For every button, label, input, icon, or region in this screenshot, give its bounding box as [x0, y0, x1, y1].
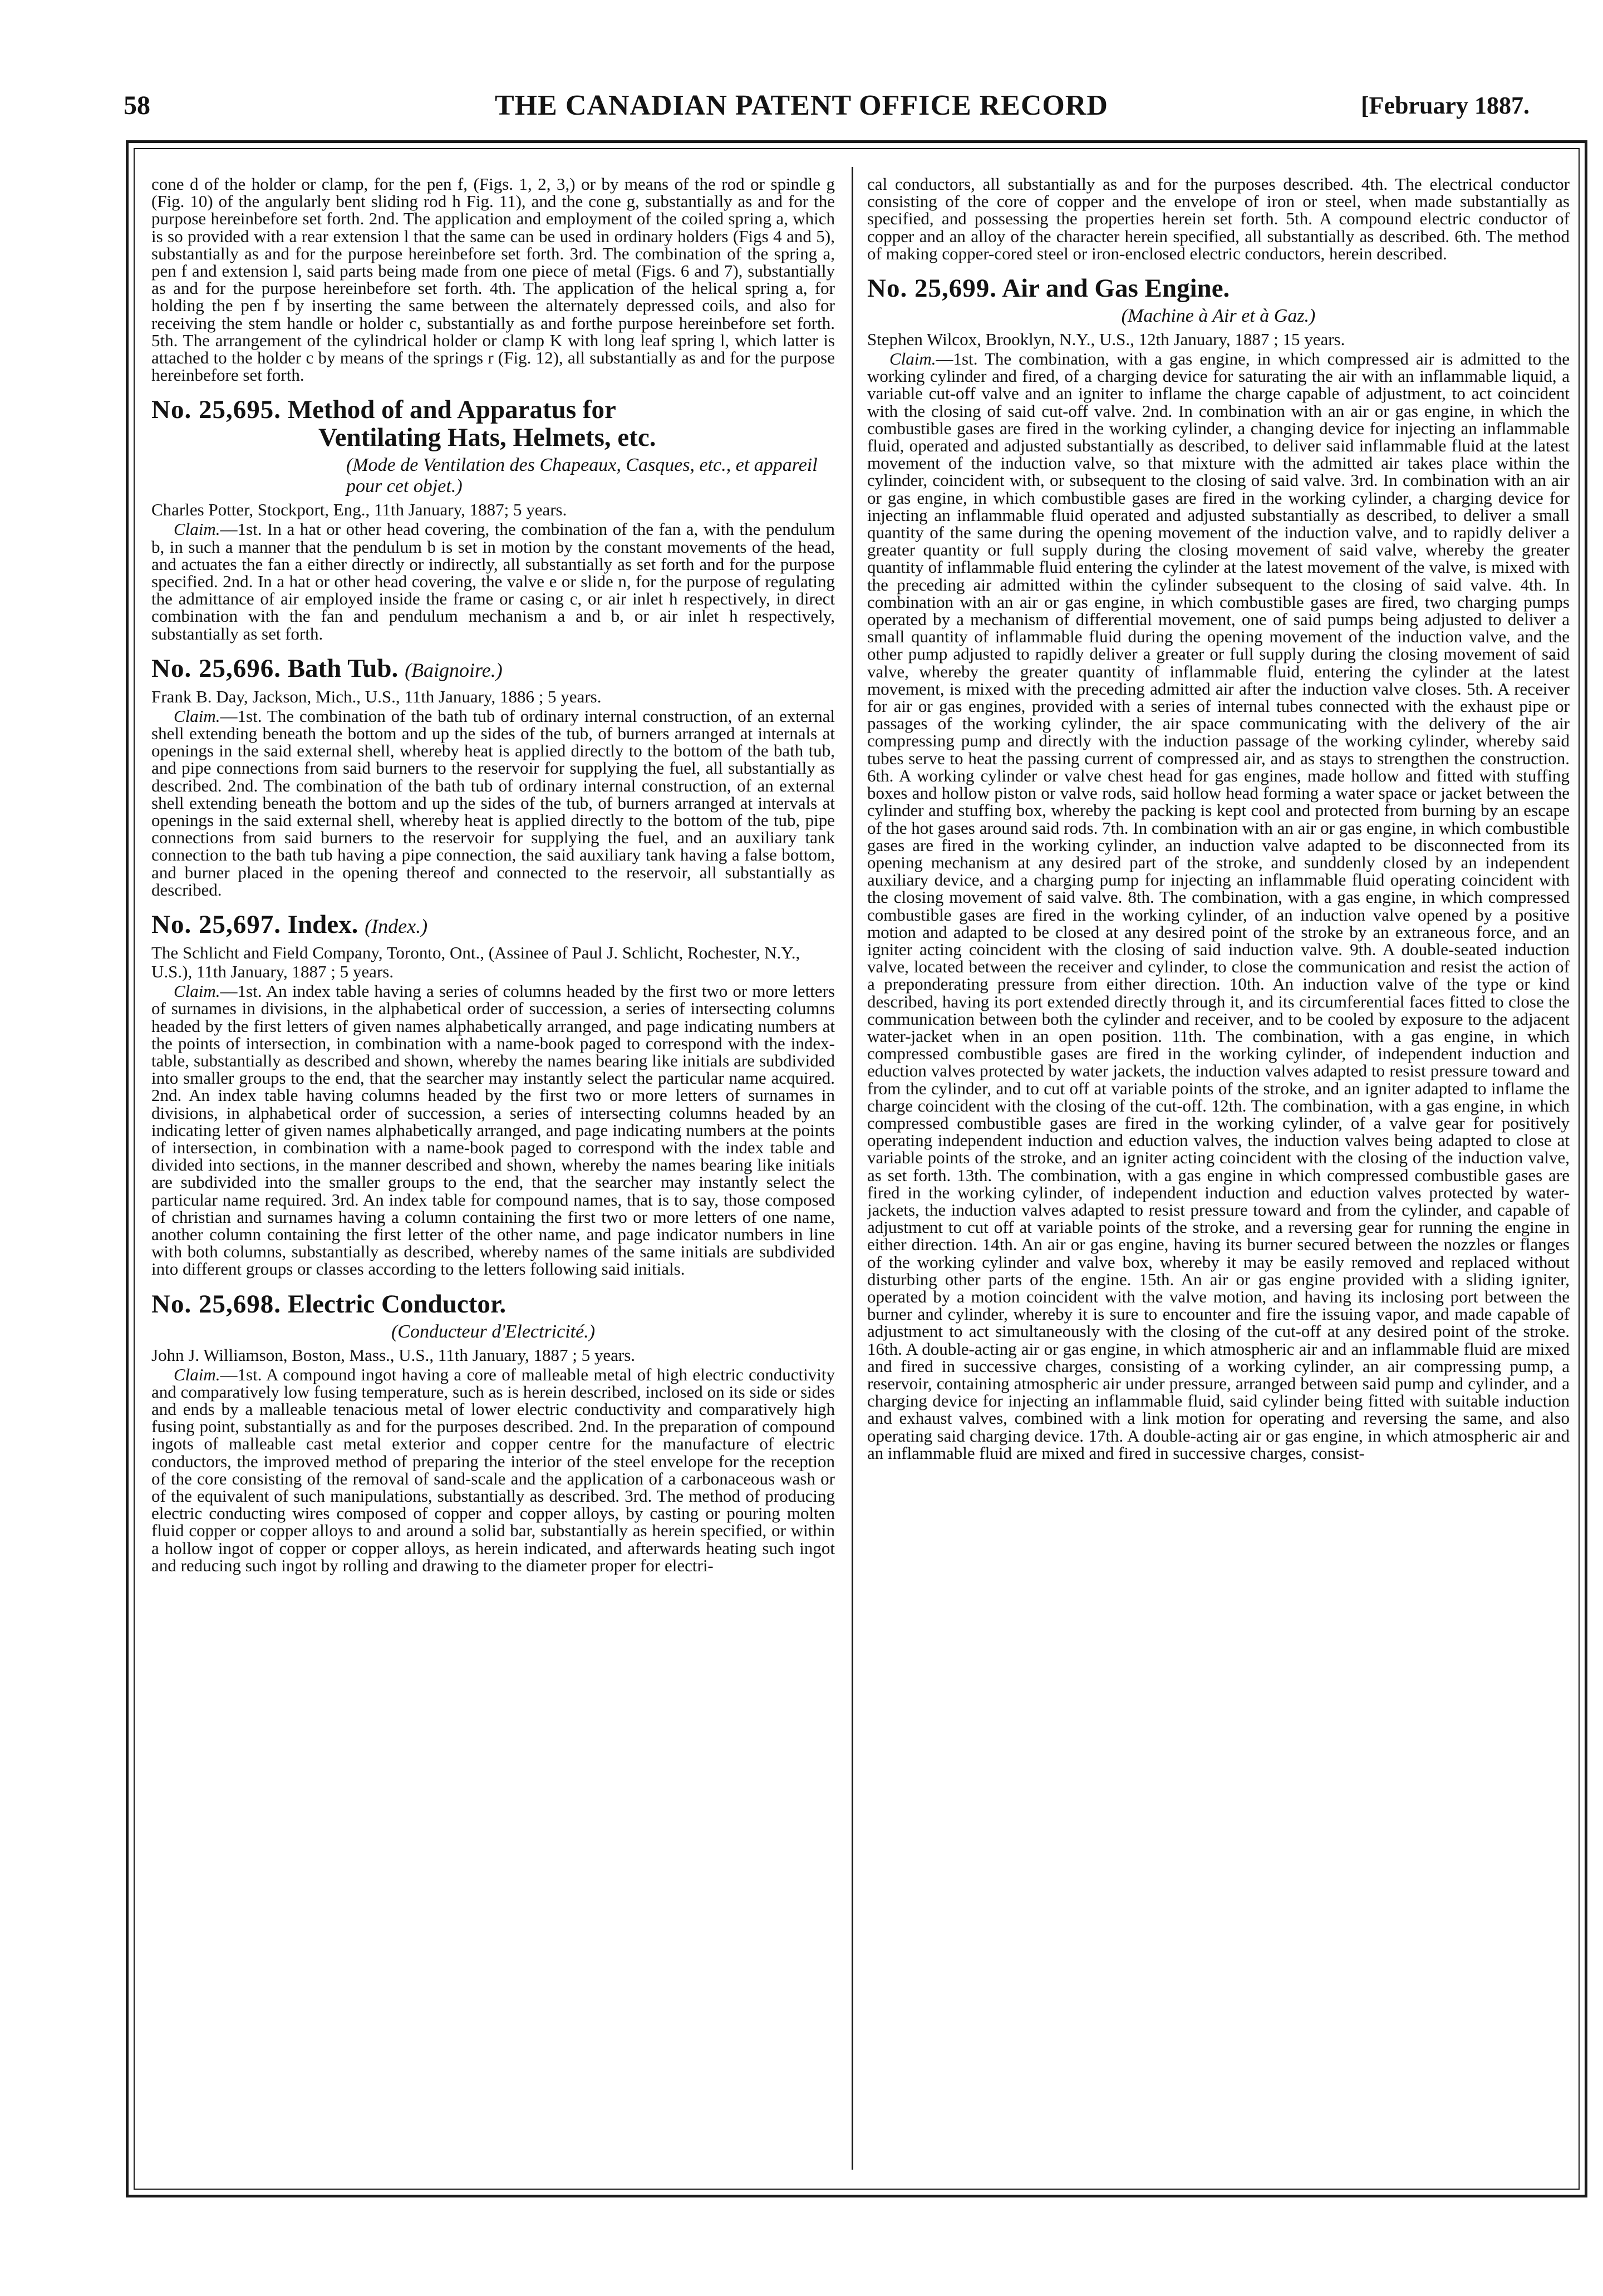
column-divider [852, 167, 853, 2170]
patent-number: No. 25,696. [151, 653, 281, 683]
claim-body: —1st. The combination, with a gas engine, in which compressed air is admitted to the working cylinder and fired, of a charging device for saturating the air with an inflammable liquid, a variable cut-off valve and an igniter to inflame the charge capable of adjustment, to act coincident with the closing of said cut-off valve. 2nd. In combination with an air or gas engine, in which the combustible gases are fired in the working cylinder, a changing device for injecting an inflammable fluid, operated and adjusted substantially as described, to deliver said inflammable fluid at the latest movement of the induction valve, so that mixture with the admitted air takes place within the cylinder, coincident with, or subsequent to the closing of said valve. 3rd. In combination with an air or gas engine, in which combustible gases are fired in the working cylinder, a charging device for injecting an inflammable fluid operated and adjusted substantially as described, to deliver a small quantity of the same during the opening movement of the induction valve, and to rapidly deliver a greater quantity or full supply during the closing movement of said valve, whereby the greater quantity of inflammable fluid entering the cylinder at the latest movement of the valve, is mixed with the preceding air admitted within the cylinder subsequent to the closing of said valve. 4th. In combination with an air or gas engine, in which combustible gases are fired, two charging pumps operated by a mechanism of differential movement, one of said pumps being adjusted to deliver a small quantity of inflammable fluid during the opening movement of the induction valve, and the other pump adjusted to rapidly deliver a greater or full supply during the closing movement of said valve, whereby the greater quantity of inflammable fluid, entering the cylinder at the latest movement, is mixed with the preceding admitted air after the induction valve closes. 5th. A receiver for air or gas engines, provided with a series of internal tubes connected with the exhaust pipe or passages of the working cylinder, the air space communicating with the delivery of the air compressing pump and directly with the induction passage of the working cylinder, whereby said tubes serve to heat the passing current of compressed air, and as stays to strengthen the construction. 6th. A working cylinder or valve chest head for gas engines, made hollow and fitted with stuffing boxes and hollow piston or valve rods, said hollow head forming a water space or jacket between the cylinder and stuffing box, whereby the packing is kept cool and protected from burning by an escape of the hot gases around said rods. 7th. In combination with an air or gas engine, in which combustible gases are fired in the working cylinder, an induction valve adapted to be disconnected from its opening mechanism at any desired part of the stroke, and sunddenly closed by an independent auxiliary device, and a charging pump for injecting an inflammable fluid operating coincident with the closing movement of said valve. 8th. The combination, with a gas engine, in which compressed combustible gases are fired in the working cylinder, of an induction valve opened by a positive motion and adapted to be closed at any desired point of the stroke by an extraneous force, and an igniter acting coincident with the closing of said induction valve. 9th. A double-seated induction valve, located between the receiver and cylinder, to close the communication and resist the action of a preponderating pressure from either direction. 10th. An induction valve of the type or kind described, having its port extended directly through it, and its circumferential faces fitted to close the communication between both the cylinder and receiver, and to be cooled by exposure to the adjacent water-jacket when in an open position. 11th. The combination, with a gas engine, in which compressed combustible gases are fired in the working cylinder, of independent induction and eduction valves protected by water jackets, the induction valves adapted to resist pressure toward and from the cylinder, and to cut off at variable points of the stroke, and an igniter adapted to inflame the charge coincident with the closing of the cut-off. 12th. The combination, with a gas engine, in which compressed combustible gases are fired in the working cylinder, of a valve gear for positively operating independent induction and eduction valves, the induction valves being adapted to close at variable points of the stroke, and an igniter acting coincident with the closing of the induction valve, as set forth. 13th. The combination, with a gas engine in which compressed combustible gases are fired in the working cylinder, of independent induction and eduction valves protected by water-jackets, the induction valves adapted to resist pressure toward and from the cylinder, and capable of adjustment to cut off at variable points of the stroke, and a reversing gear for running the engine in either direction. 14th. An air or gas engine, having its burner secured between the nozzles or flanges of the working cylinder and valve box, whereby it may be easily removed and replaced without disturbing other parts of the engine. 15th. An air or gas engine provided with a sliding igniter, operated by a motion coincident with the valve motion, and having its inclosing port between the burner and cylinder, whereby it is sure to encounter and fire the issuing vapor, and made capable of adjustment to act simultaneously with the closing of the cut-off at any desired point of the stroke. 16th. A double-acting air or gas engine, in which atmospheric air and an inflammable fluid are mixed and fired in successive charges, consisting of a working cylinder, an air compressing pump, a reservoir, containing atmospheric air under pressure, arranged between said pump and cylinder, and a charging device for injecting an inflammable fluid, said cylinder being fitted with suitable induction and exhaust valves, combined with a link motion for operating and reversing the same, and also operating said charging device. 17th. A double-acting air or gas engine, in which atmospheric air and an inflammable fluid are mixed and fired in successive charges, consist- [867, 349, 1570, 1463]
patent-entry-25697 [151, 911, 835, 1277]
patent-entry-25698 [151, 1290, 835, 1574]
patent-title: Bath Tub. [287, 653, 399, 683]
page-number: 58 [124, 91, 150, 120]
patent-entry-25699 [867, 274, 1570, 1462]
inventor-line: The Schlicht and Field Company, Toronto, Ont., (Assinee of Paul J. Schlicht, Rochester, N.Y., U.S.), 11th January, 1887 ; 5 years. [151, 943, 800, 982]
patent-number: No. 25,698. [151, 1289, 281, 1319]
french-title: (Conducteur d'Electricité.) [391, 1321, 596, 1342]
continuation-text: cal conductors, all substantially as and for the purposes described. 4th. The electrical conductor consisting of the core of copper and the envelope of iron or steel, when made substantially as specified, and possessing the properties herein set forth. 5th. A compound electric conductor of copper and an alloy of the character herein specified, all substantially as described. 6th. The method of making copper-cored steel or iron-enclosed electric conductors, herein described. [867, 175, 1570, 263]
inventor-line: Charles Potter, Stockport, Eng., 11th January, 1887; 5 years. [151, 500, 567, 520]
patent-heading [151, 1290, 835, 1318]
patent-title: Index. [287, 910, 358, 940]
french-title: (Machine à Air et à Gaz.) [1121, 306, 1316, 327]
claim-label: Claim. [889, 349, 936, 369]
patent-title: Air and Gas Engine. [1002, 274, 1230, 303]
claim-label: Claim. [174, 519, 220, 539]
claim-label: Claim. [174, 1364, 220, 1384]
french-title: (Baignoire.) [405, 658, 503, 681]
journal-title: THE CANADIAN PATENT OFFICE RECORD [495, 90, 1108, 121]
patent-entry-25696 [151, 655, 835, 898]
patent-entry-25695 [151, 396, 835, 642]
patent-heading [867, 274, 1570, 302]
patent-title: Method of and Apparatus for [287, 395, 616, 425]
claim-body: —1st. The combination of the bath tub of ordinary internal construction, of an external shell extending beneath the bottom and up the sides of the tub, of burners arranged at internals at openings in the said external shell, whereby heat is applied directly to the bottom of the bath tub, and pipe connections from said burners to the reservoir for supplying the fuel, all substantially as described. 2nd. The combination of the bath tub of ordinary internal construction, of an external shell extending beneath the bottom and up the sides of the tub, of burners arranged at intervals at openings in the said external shell, whereby heat is applied directly to the bottom of the tub, pipe connections from said burners to the reservoir for supplying the fuel, and an auxiliary tank connection to the bath tub having a pipe connection, the said auxiliary tank having a false bottom, and burner placed in the opening thereof and connected to the reservoir, all substantially as described. [151, 706, 835, 899]
inventor-line: Frank B. Day, Jackson, Mich., U.S., 11th January, 1886 ; 5 years. [151, 686, 602, 706]
claim-label: Claim. [174, 706, 220, 726]
left-column [151, 175, 835, 2179]
claim-body: —1st. An index table having a series of columns headed by the first two or more letters of surnames in divisions, in the alphabetical order of succession, a series of intersecting columns headed by the first letters of given names alphabetically arranged, and page indicating numbers at the points of intersection, in combination with a name-book paged to correspond with the index-table, substantially as described and shown, whereby the names bearing like initials are subdivided into smaller groups to the end, that the searcher may instantly select the particular name acquired. 2nd. An index table having columns headed by the first two or more letters of surnames in divisions, in alphabetical order of succession, a series of intersecting columns headed by an indicating letter of given names alphabetically arranged, and page indicating numbers at the points of intersection, in combination with a name-book paged to correspond with the index table and divided into sections, in the manner described and shown, whereby the names bearing like initials are subdivided into the smaller groups to the end, that the searcher may instantly select the particular name required. 3rd. An index table for compound names, that is to say, those composed of christian and surnames having a column containing the first two or more letters of one name, another column containing the first letter of the other name, and page indicator numbers in line with both columns, substantially as described, whereby names of the same initials are subdivided into different groups or classes according to the letters following said initials. [151, 981, 835, 1279]
patent-title: Electric Conductor. [287, 1289, 507, 1319]
inventor-line: Stephen Wilcox, Brooklyn, N.Y., U.S., 12th January, 1887 ; 15 years. [867, 330, 1345, 350]
patent-heading [151, 655, 835, 684]
patent-heading [151, 911, 835, 940]
claim-text [151, 982, 835, 1277]
claim-body: —1st. A compound ingot having a core of malleable metal of high electric conductivity and comparatively low fusing temperature, such as is herein described, inclosed on its side or sides and ends by a malleable tenacious metal of lower electric conductivity and comparatively high fusing point, substantially as and for the purposes described. 2nd. In the preparation of compound ingots of malleable cast metal exterior and copper centre for the manufacture of electric conductors, the improved method of preparing the interior of the steel envelope for the reception of the core consisting of the removal of sand-scale and the application of a carbonaceous wash or of the equivalent of such manipulations, substantially as described. 3rd. The method of producing electric conducting wires composed of copper and copper alloys, by casting or pouring molten fluid copper or copper alloys to and around a solid bar, substantially as herein specified, or within a hollow ingot of copper or copper alloys, as herein indicated, and afterwards heating such ingot and reducing such ingot by rolling and drawing to the diameter proper for electri- [151, 1364, 835, 1575]
claim-text [867, 350, 1570, 1462]
claim-label: Claim. [174, 981, 220, 1001]
inventor-line: John J. Williamson, Boston, Mass., U.S., 11th January, 1887 ; 5 years. [151, 1345, 636, 1365]
patent-number: No. 25,699. [867, 274, 997, 303]
french-title: (Index.) [365, 915, 428, 938]
patent-number: No. 25,697. [151, 910, 281, 940]
patent-title-continued: Ventilating Hats, Helmets, etc. [318, 423, 656, 453]
claim-body: —1st. In a hat or other head covering, the combination of the fan a, with the pendulum b, in such a manner that the pendulum b is set in motion by the constant movements of the head, and actuates the fan a either directly or indirectly, all substantially as set forth and for the purpose specified. 2nd. In a hat or other head covering, the valve e or slide n, for the purpose of regulating the admittance of air employed inside the frame or casing c, or air inlet h respectively, in direct combination with the fan and pendulum mechanism a and b, or air inlet h respectively, substantially as set forth. [151, 519, 835, 643]
continuation-text: cone d of the holder or clamp, for the pen f, (Figs. 1, 2, 3,) or by means of the rod or spindle g (Fig. 10) of the angularly bent sliding rod h Fig. 11), and the cone g, substantially as and for the purpose hereinbefore set forth. 2nd. The application and employment of the coiled spring a, which is so provided with a rear extension l that the same can be used in ordinary holders (Figs 4 and 5), substantially as and for the purpose hereinbefore set forth. 3rd. The combination of the spring a, pen f and extension l, said parts being made from one piece of metal (Figs. 6 and 7), substantially as and for the purpose hereinbefore set forth. 4th. The application of the helical spring a, for holding the pen f by inserting the same between the alternately depressed coils, and also for receiving the stem handle or holder c, substantially as and forthe purpose hereinbefore set forth. 5th. The arrangement of the cylindrical holder or clamp K with long leaf spring l, which latter is attached to the holder c by means of the springs r (Fig. 12), all substantially as and for the purpose hereinbefore set forth. [151, 175, 835, 385]
issue-date: [February 1887. [1360, 92, 1530, 119]
page-header [0, 83, 1603, 128]
right-column [867, 175, 1570, 2179]
french-title: (Mode de Ventilation des Chapeaux, Casques, etc., et appareil pour cet objet.) [346, 455, 818, 497]
claim-text [151, 1366, 835, 1574]
claim-text [151, 707, 835, 898]
patent-heading [151, 396, 835, 451]
claim-text [151, 520, 835, 642]
patent-number: No. 25,695. [151, 395, 281, 425]
